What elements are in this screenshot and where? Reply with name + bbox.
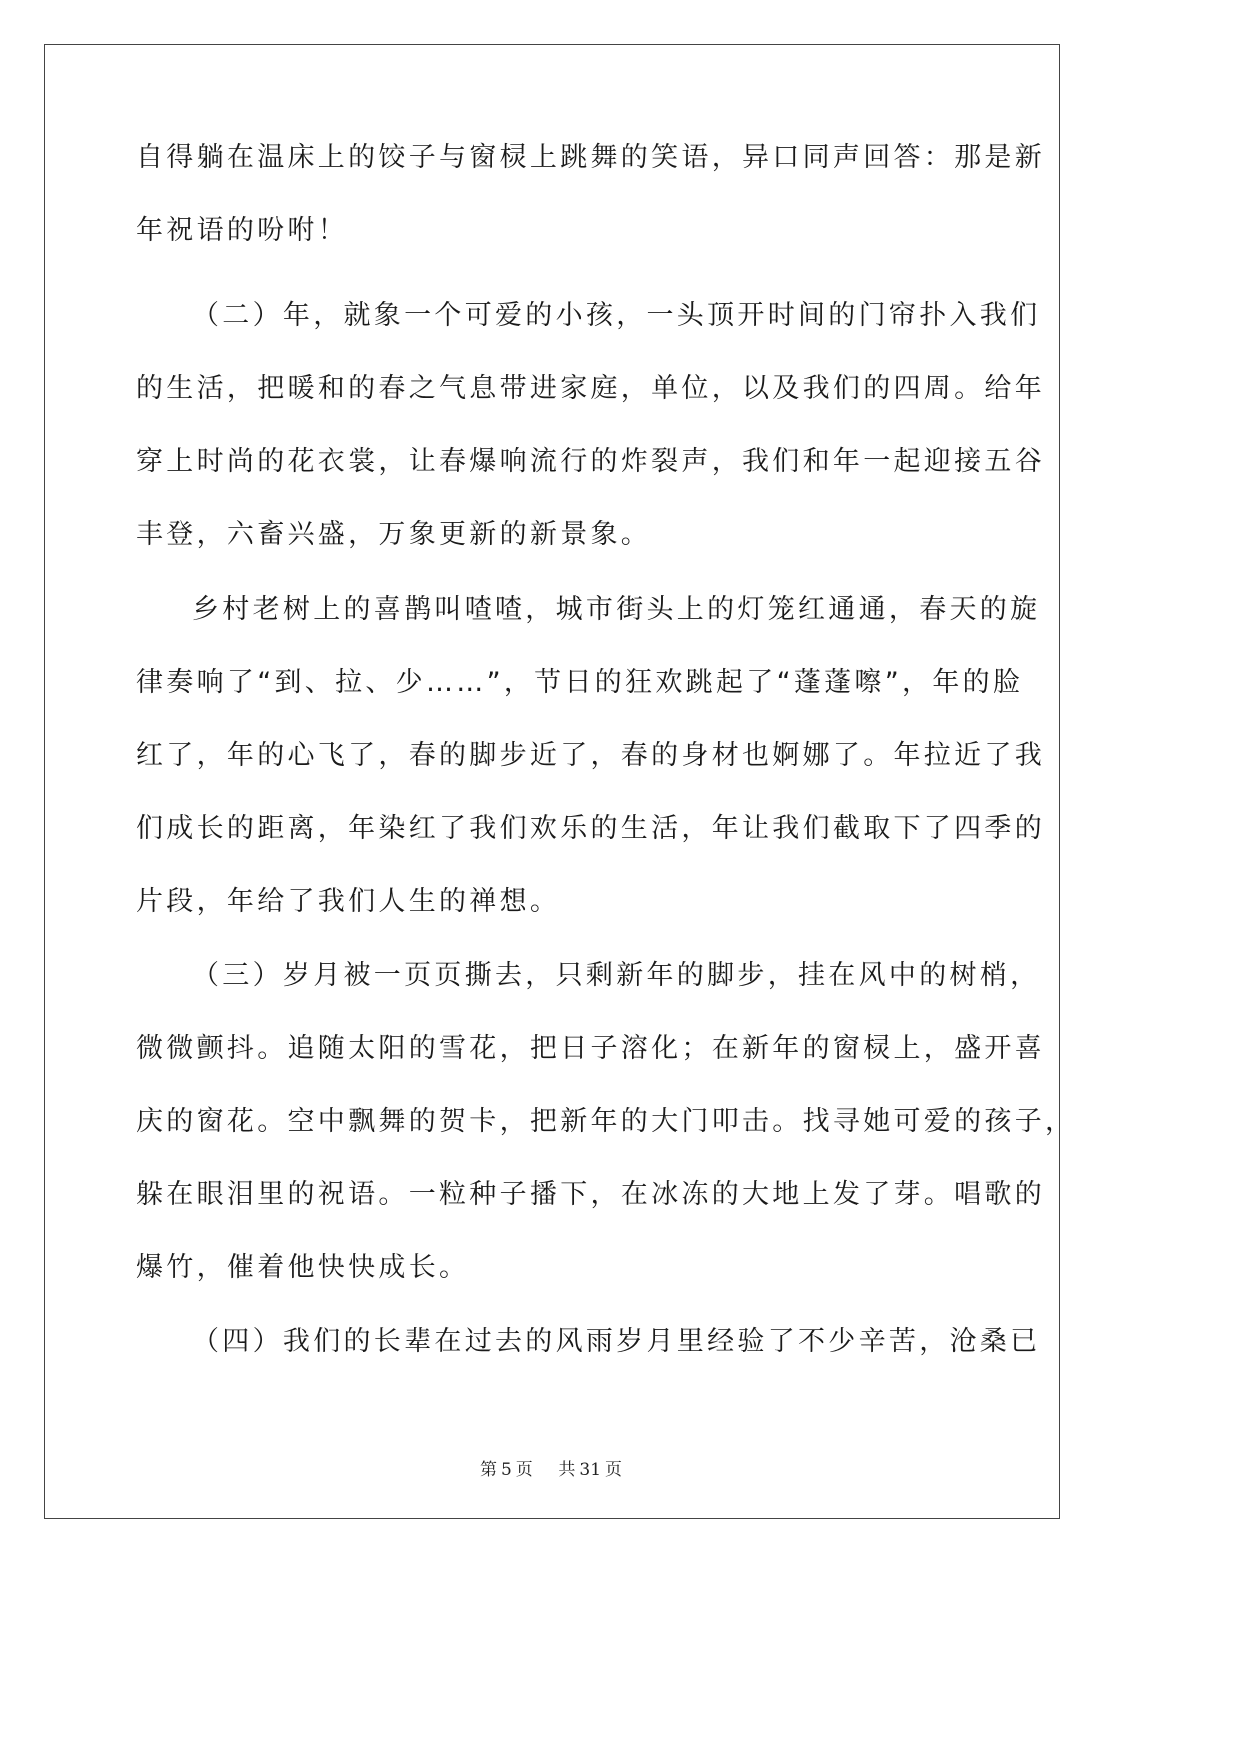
total-label-suffix: 页 [605,1460,623,1480]
total-pages: 31 [579,1460,602,1480]
text-line: 丰登，六畜兴盛，万象更新的新景象。 [136,519,652,550]
text-line: 穿上时尚的花衣裳，让春爆响流行的炸裂声，我们和年一起迎接五谷 [136,446,1045,477]
text-line: 微微颤抖。追随太阳的雪花，把日子溶化；在新年的窗棂上，盛开喜 [136,1033,1045,1064]
text-line: 年祝语的吩咐！ [136,215,349,246]
total-label-prefix: 共 [558,1460,576,1480]
text-line: 们成长的距离，年染红了我们欢乐的生活，年让我们截取下了四季的 [136,813,1045,844]
text-line: 片段，年给了我们人生的禅想。 [136,886,561,917]
page-footer [0,1455,1102,1480]
text-line: 律奏响了“到、拉、少……”，节日的狂欢跳起了“蓬蓬嚓”，年的脸 [136,667,1024,698]
text-line: 庆的窗花。空中飘舞的贺卡，把新年的大门叩击。找寻她可爱的孩子， [136,1106,1076,1137]
text-line: 自得躺在温床上的饺子与窗棂上跳舞的笑语，异口同声回答：那是新 [136,142,1045,173]
page-label-suffix: 页 [515,1460,533,1480]
page-border [44,44,1060,1519]
text-line: （二）年，就象一个可爱的小孩，一头顶开时间的门帘扑入我们 [192,300,1041,331]
text-line: 爆竹，催着他快快成长。 [136,1252,470,1283]
text-line: 躲在眼泪里的祝语。一粒种子播下，在冰冻的大地上发了芽。唱歌的 [136,1179,1045,1210]
text-line: 的生活，把暖和的春之气息带进家庭，单位，以及我们的四周。给年 [136,373,1045,404]
text-line: 乡村老树上的喜鹊叫喳喳，城市街头上的灯笼红通通，春天的旋 [192,594,1041,625]
text-line: 红了，年的心飞了，春的脚步近了，春的身材也婀娜了。年拉近了我 [136,740,1045,771]
text-line: （三）岁月被一页页撕去，只剩新年的脚步，挂在风中的树梢， [192,960,1041,991]
text-line: （四）我们的长辈在过去的风雨岁月里经验了不少辛苦，沧桑已 [192,1326,1041,1357]
page-number: 5 [500,1460,512,1480]
page-label-prefix: 第 [479,1460,497,1480]
